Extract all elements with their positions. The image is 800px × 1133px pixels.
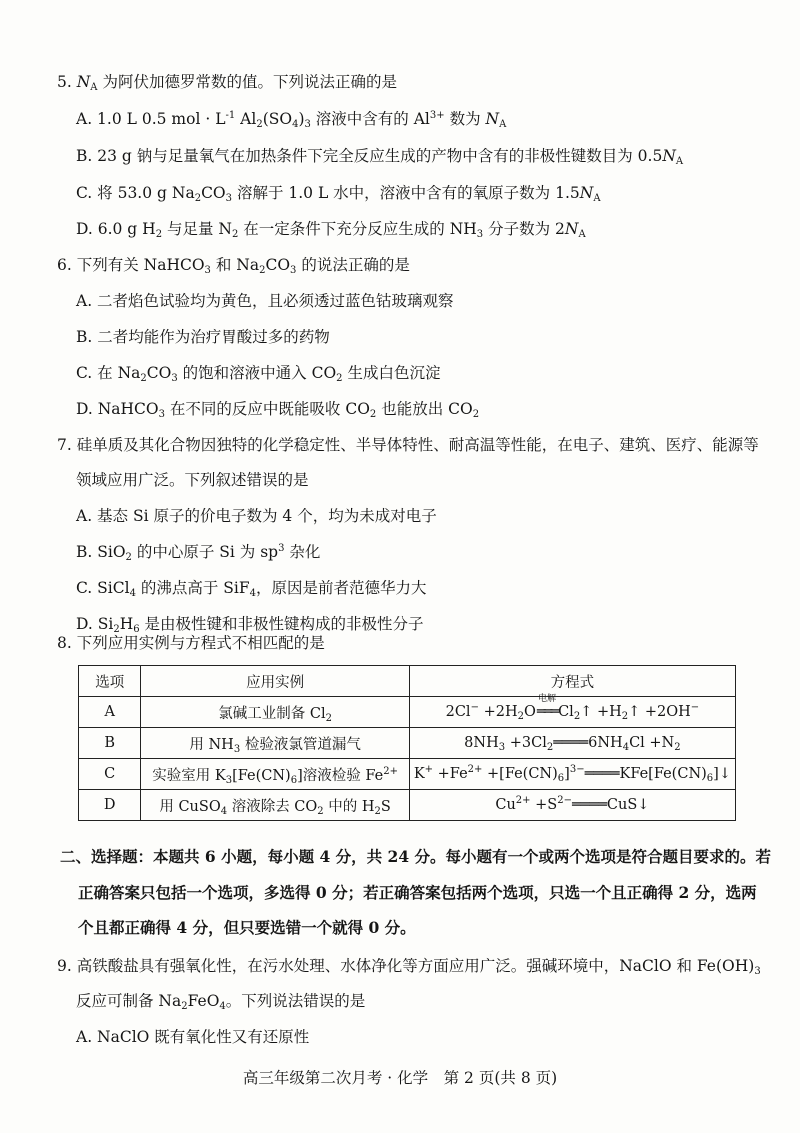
q5-option-c: C. 将 53.0 g $Na_2CO_3$ 溶解于 1.0 L 水中，溶液中含有的氧原子数为 $1.5N_A$ [76,184,601,204]
q7-stem-line1: 7. 硅单质及其化合物因独特的化学稳定性、半导体特性、耐高温等性能，在电子、建筑、医疗、能源等 [57,436,759,454]
q6-stem: 6. 下列有关 NaHCO$_3$ 和 $Na_2CO_3$ 的说法正确的是 [57,256,410,276]
q9-stem-line1: 9. 高铁酸盐具有强氧化性，在污水处理、水体净化等方面应用广泛。强碱环境中，NaClO 和 $Fe(OH)_3$ [57,957,761,977]
q5-stem: 5. $N_A$ 为阿伏加德罗常数的值。下列说法正确的是 [57,73,397,93]
row-equation: $8NH_3$ $+3Cl_2════6NH_4Cl +N_2$ [409,728,735,759]
row-example: 用 CuSO$_4$ 溶液除去 $CO_2$ 中的 $H_2S$ [141,790,409,821]
page-footer: 高三年级第二次月考 · 化学 第 2 页(共 8 页) [242,1069,558,1087]
q6-option-d: D. NaHCO$_3$ 在不同的反应中既能吸收 $CO_2$ 也能放出 $CO_2$ [76,400,480,420]
row-option: A [79,697,141,728]
q7-option-a: A. 基态 Si 原子的价电子数为 4 个，均为未成对电子 [76,507,437,525]
row-equation: $2Cl^- +2H_2O$ 电解 $═══Cl_2↑$ $+H_2↑ +2OH^-$ [409,697,735,728]
section2-instructions-line2: 正确答案只包括一个选项，多选得 0 分；若正确答案包括两个选项，只选一个且正确得 2 分，选两 [78,883,757,902]
row-example: 用 $NH_3$ 检验液氯管道漏气 [141,728,409,759]
row-option: D [79,790,141,821]
q7-option-d: D. $Si_2H_6$ 是由极性键和非极性键构成的非极性分子 [76,615,424,635]
q8-stem: 8. 下列应用实例与方程式不相匹配的是 [57,634,325,652]
q5-option-d: D. 6.0 g $H_2$ 与足量 $N_2$ 在一定条件下充分反应生成的 $NH_3$ 分子数为 $2N_A$ [76,220,586,240]
row-option: C [79,759,141,790]
q5-option-a: A. 1.0 L 0.5 mol · $L^{-1}$ $Al_2(SO_4)_3$ 溶液中含有的 $Al^{3+}$ 数为 $N_A$ [76,110,507,130]
table-row [79,728,736,759]
table-row [79,759,736,790]
table-header-row [79,666,736,697]
q8-table [78,665,736,821]
row-example: 实验室用 $K_3[Fe(CN)_6]$溶液检验 $Fe^{2+}$ [141,759,409,790]
electrolysis-condition: 电解 [537,694,556,704]
q7-option-b: B. SiO$_2$ 的中心原子 Si 为 $sp^3$ 杂化 [76,543,321,563]
q9-stem-line2: 反应可制备 $Na_2FeO_4$。下列说法错误的是 [76,992,366,1012]
q7-option-c: C. SiCl$_4$ 的沸点高于 SiF$_4$，原因是前者范德华力大 [76,579,427,599]
q9-option-a: A. NaClO 既有氧化性又有还原性 [76,1028,310,1046]
table-row [79,790,736,821]
header-equation: 方程式 [409,666,735,697]
header-example: 应用实例 [141,666,409,697]
header-option: 选项 [79,666,141,697]
row-equation: $K^+ +Fe^{2+}$ $+[Fe(CN)_6]^{3-}════KFe[Fe(CN)_6]↓$ [409,759,735,790]
row-equation: $Cu^{2+}$ $+S^{2-}════CuS↓$ [409,790,735,821]
section2-instructions-line1: 二、选择题：本题共 6 小题，每小题 4 分，共 24 分。每小题有一个或两个选项是符合题目要求的。若 [60,847,772,866]
q6-option-a: A. 二者焰色试验均为黄色，且必须透过蓝色钴玻璃观察 [76,292,454,310]
section2-instructions-line3: 个且都正确得 4 分，但只要选错一个就得 0 分。 [78,918,416,937]
q6-option-c: C. 在 $Na_2CO_3$ 的饱和溶液中通入 $CO_2$ 生成白色沉淀 [76,364,441,384]
q6-option-b: B. 二者均能作为治疗胃酸过多的药物 [76,328,330,346]
row-option: B [79,728,141,759]
q5-option-b: B. 23 g 钠与足量氧气在加热条件下完全反应生成的产物中含有的非极性键数目为 $0.5N_A$ [76,147,684,167]
q7-stem-line2: 领域应用广泛。下列叙述错误的是 [76,471,309,489]
row-example: 氯碱工业制备 $Cl_2$ [141,697,409,728]
table-row [79,697,736,728]
